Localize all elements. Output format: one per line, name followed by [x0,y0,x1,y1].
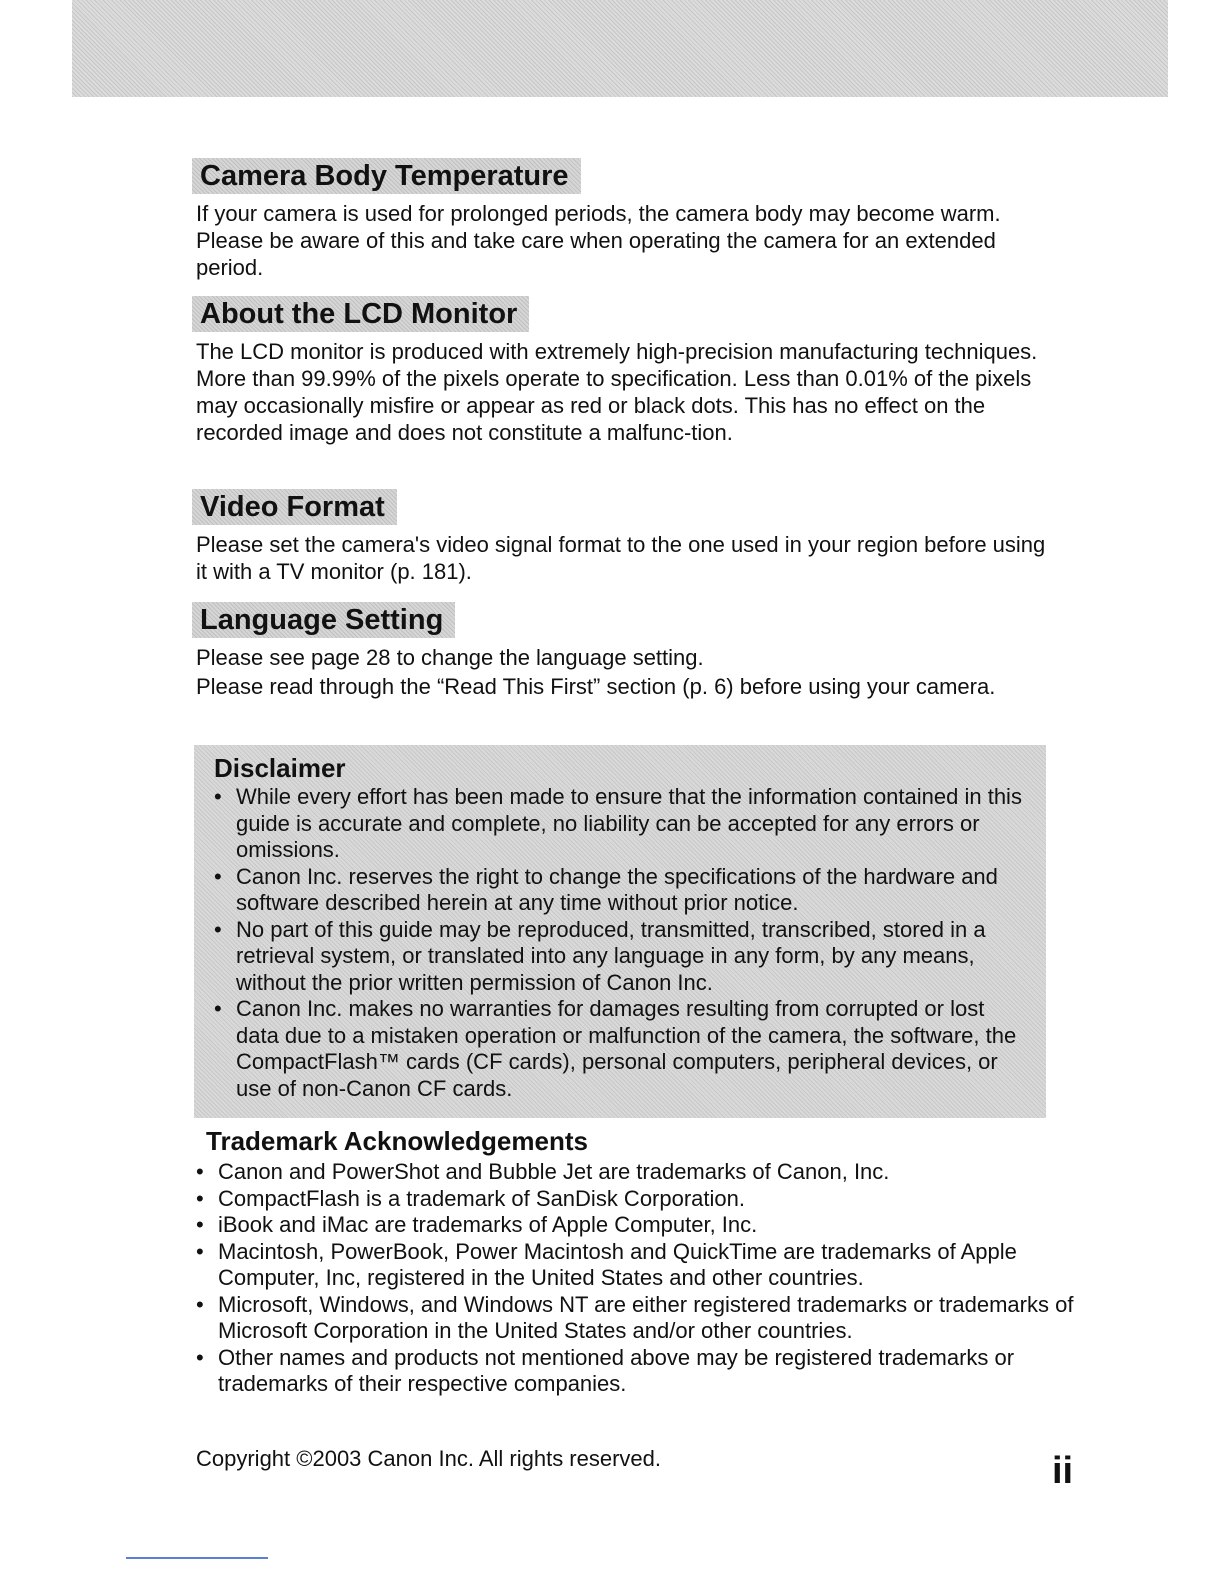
footer-rule [126,1557,268,1559]
section-paragraph: Please set the camera's video signal format to the one used in your region before using it with a TV monitor (p. 181). [196,532,1046,584]
list-item-text: While every effort has been made to ensure that the information contained in this guide is accurate and complete, no liability can be accepted for any errors or omissions. [236,784,1022,862]
list-item [196,1292,1076,1345]
bullet-icon: • [196,1238,204,1264]
bullet-icon: • [196,1344,204,1370]
page-number: ii [1052,1450,1074,1492]
section-paragraph: Please read through the “Read This First” section (p. 6) before using your camera. [196,674,996,699]
list-item-text: CompactFlash is a trademark of SanDisk Corporation. [218,1185,745,1211]
section-heading: Language Setting [192,602,455,638]
copyright-notice: Copyright ©2003 Canon Inc. All rights reserved. [196,1446,662,1471]
list-item-text: Canon Inc. reserves the right to change the specifications of the hardware and software described herein at any time without prior notice. [236,863,998,915]
disclaimer-list [214,784,1026,1102]
list-item [214,917,1026,997]
list-item-text: Microsoft, Windows, and Windows NT are either registered trademarks or trademarks of Microsoft Corporation in the United States and/or other countries. [218,1291,1074,1343]
list-item [196,1212,1076,1239]
list-item [196,1186,1076,1213]
list-item [196,1345,1076,1398]
section-heading: Video Format [192,489,397,525]
trademark-title: Trademark Acknowledgements [206,1126,588,1156]
section-video-format [196,489,1056,585]
bullet-icon: • [214,784,222,809]
section-lcd-monitor [196,296,1056,446]
trademark-section [196,1125,1076,1398]
bullet-icon: • [214,916,222,942]
section-heading: Camera Body Temperature [192,158,581,194]
list-item [214,864,1026,917]
section-camera-body-temperature [196,158,1056,281]
list-item-text: No part of this guide may be reproduced, transmitted, transcribed, stored in a retrieval system, or translated into any language in any form, by any means, without the prior written permission of Canon Inc. [236,916,986,995]
disclaimer-box [194,745,1046,1118]
bullet-icon: • [196,1291,204,1317]
list-item [214,784,1026,864]
list-item-text: Macintosh, PowerBook, Power Macintosh and QuickTime are trademarks of Apple Computer, Inc, registered in the United States and other countries. [218,1238,1017,1290]
list-item-text: Canon Inc. makes no warranties for damages resulting from corrupted or lost data due to a mistaken operation or malfunction of the camera, the software, the CompactFlash™ cards (CF cards), personal computers, peripheral devices, or use of non-Canon CF cards. [236,996,1017,1101]
header-band [72,0,1168,97]
section-paragraph: The LCD monitor is produced with extremely high-precision manufacturing techniques. More than 99.99% of the pixels operate to specification. Less than 0.01% of the pixels may occasionally misfire or appear as red or black dots. This has no effect on the recorded image and does not constitute a malfunc-tion. [196,339,1038,445]
list-item-text: iBook and iMac are trademarks of Apple Computer, Inc. [218,1212,758,1237]
bullet-icon: • [196,1185,204,1211]
disclaimer-title: Disclaimer [214,753,346,783]
section-language-setting [196,602,1056,700]
trademark-list [196,1159,1076,1398]
list-item [196,1239,1076,1292]
section-heading: About the LCD Monitor [192,296,529,332]
bullet-icon: • [196,1212,204,1237]
section-paragraph: Please see page 28 to change the language setting. [196,645,704,670]
bullet-icon: • [214,996,222,1021]
bullet-icon: • [196,1159,204,1184]
list-item-text: Other names and products not mentioned above may be registered trademarks or trademarks of their respective companies. [218,1344,1015,1396]
bullet-icon: • [214,863,222,889]
list-item [196,1159,1076,1186]
list-item [214,996,1026,1102]
list-item-text: Canon and PowerShot and Bubble Jet are trademarks of Canon, Inc. [218,1159,890,1184]
section-paragraph: If your camera is used for prolonged periods, the camera body may become warm. Please be aware of this and take care when operating the camera for an extended period. [196,201,1001,280]
